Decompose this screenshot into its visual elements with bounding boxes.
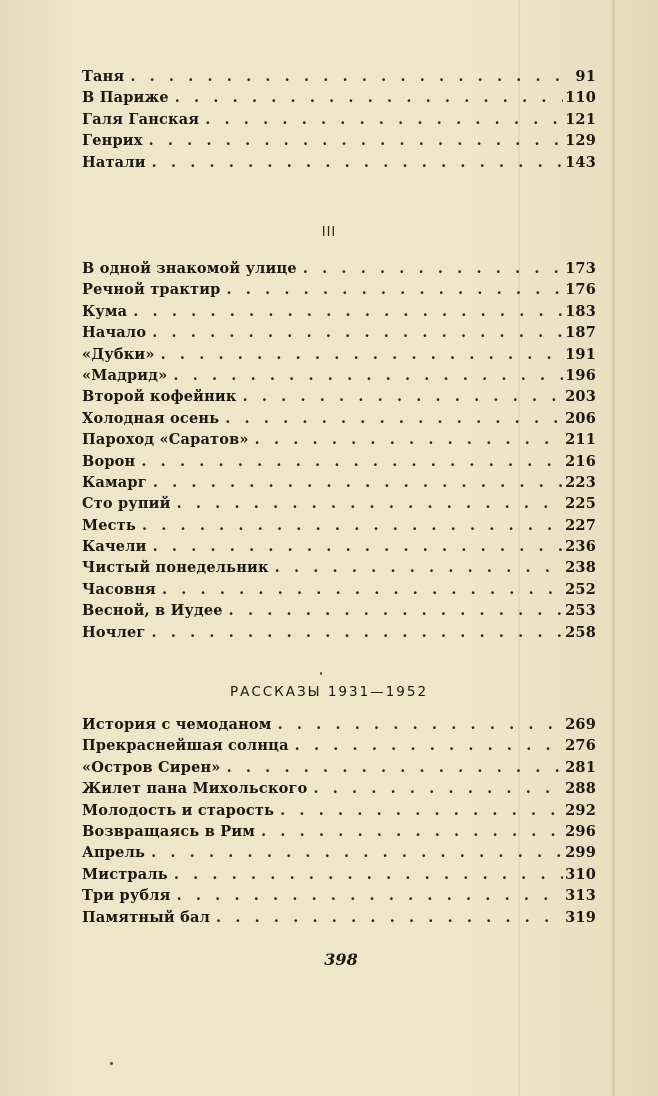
toc-entry — [82, 887, 596, 908]
dot-leader — [142, 517, 563, 534]
toc-entry — [82, 737, 596, 758]
entry-title: Пароход «Саратов» — [82, 431, 249, 449]
toc-entry — [82, 624, 596, 645]
dot-leader — [151, 844, 563, 861]
dot-leader — [255, 431, 563, 448]
dot-leader — [162, 581, 563, 598]
entry-page-number: 319 — [565, 908, 596, 926]
entry-page-number: 276 — [565, 737, 596, 755]
toc-entry — [82, 559, 596, 580]
entry-page-number: 238 — [565, 559, 596, 577]
toc-entry — [82, 823, 596, 844]
toc-entry — [82, 780, 596, 801]
entry-title: Мистраль — [82, 865, 168, 883]
entry-page-number: 253 — [565, 602, 596, 620]
ink-speck — [110, 1062, 113, 1065]
entry-title: Камарг — [82, 473, 147, 491]
toc-entry — [82, 716, 596, 737]
entry-page-number: 236 — [565, 538, 596, 556]
entry-title: Галя Ганская — [82, 110, 200, 128]
entry-page-number: 258 — [565, 623, 596, 641]
entry-page-number: 211 — [565, 431, 596, 449]
dot-leader — [152, 154, 563, 171]
dot-leader — [149, 132, 564, 149]
entry-page-number: 227 — [565, 516, 596, 534]
dot-leader — [227, 759, 564, 776]
toc-entry — [82, 602, 596, 623]
entry-page-number: 292 — [565, 801, 596, 819]
entry-title: Кума — [82, 302, 128, 320]
toc-entry — [82, 453, 596, 474]
toc-entry — [82, 431, 596, 452]
toc-entry — [82, 802, 596, 823]
dot-leader — [152, 324, 563, 341]
dot-leader — [133, 303, 563, 320]
toc-entry — [82, 517, 596, 538]
dot-leader — [227, 281, 564, 298]
entry-page-number: 269 — [565, 716, 596, 733]
entry-page-number: 187 — [565, 324, 596, 342]
dot-leader — [205, 111, 563, 128]
entry-title: Речной трактир — [82, 281, 221, 299]
entry-page-number: 110 — [565, 89, 596, 107]
entry-title: «Дубки» — [82, 345, 155, 363]
dot-leader — [280, 802, 563, 819]
entry-title: Генрих — [82, 132, 143, 150]
dot-leader — [177, 495, 564, 512]
entry-title: Прекраснейшая солнца — [82, 737, 289, 755]
dot-leader — [303, 260, 563, 277]
entry-title: Молодость и старость — [82, 801, 275, 819]
dot-leader — [295, 737, 563, 754]
entry-title: Сто рупий — [82, 495, 171, 513]
dot-leader — [152, 624, 564, 641]
toc-entry — [82, 388, 596, 409]
toc-entry — [82, 260, 596, 281]
entry-title: Холодная осень — [82, 409, 220, 427]
page-fold — [612, 0, 615, 1096]
entry-title: Начало — [82, 324, 147, 342]
dot-leader — [130, 68, 573, 85]
dot-leader — [175, 89, 563, 106]
dot-leader — [225, 410, 563, 427]
toc-entry — [82, 759, 596, 780]
toc-entry — [82, 367, 596, 388]
entry-title: «Остров Сирен» — [82, 758, 221, 776]
entry-title: Таня — [82, 68, 125, 85]
entry-page-number: 176 — [565, 281, 596, 299]
dot-leader — [313, 780, 563, 797]
entry-page-number: 223 — [565, 473, 596, 491]
toc-entry — [82, 909, 596, 930]
toc-entry — [82, 132, 596, 153]
entry-title: Второй кофейник — [82, 388, 237, 406]
entry-title: Качели — [82, 538, 147, 556]
dot-leader — [161, 346, 564, 363]
toc-entry — [82, 866, 596, 887]
entry-page-number: 143 — [565, 153, 596, 171]
entry-title: В Париже — [82, 89, 169, 107]
entry-title: Ворон — [82, 452, 136, 470]
entry-title: В одной знакомой улице — [82, 260, 297, 277]
entry-title: Месть — [82, 516, 136, 534]
entry-title: Три рубля — [82, 887, 171, 905]
toc-list — [82, 68, 596, 175]
entry-title: «Мадрид» — [82, 366, 168, 384]
entry-page-number: 252 — [565, 580, 596, 598]
toc-list — [82, 716, 596, 930]
entry-page-number: 225 — [565, 495, 596, 513]
dot-leader — [243, 388, 564, 405]
entry-title: Чистый понедельник — [82, 559, 269, 577]
entry-title: Часовня — [82, 580, 156, 598]
entry-page-number: 129 — [565, 132, 596, 150]
toc-list — [82, 260, 596, 645]
dot-leader — [278, 716, 564, 733]
entry-page-number: 196 — [565, 366, 596, 384]
dot-leader — [173, 367, 563, 384]
toc-entry — [82, 538, 596, 559]
entry-page-number: 216 — [565, 452, 596, 470]
toc-entry — [82, 303, 596, 324]
ink-speck — [320, 672, 322, 675]
toc-entry — [82, 111, 596, 132]
entry-page-number: 203 — [565, 388, 596, 406]
entry-page-number: 296 — [565, 822, 596, 840]
dot-leader — [275, 559, 563, 576]
entry-title: Ночлег — [82, 623, 146, 641]
dot-leader — [141, 453, 563, 470]
entry-page-number: 313 — [565, 887, 596, 905]
section-heading: РАССКАЗЫ 1931—1952 — [229, 684, 429, 700]
dot-leader — [153, 474, 563, 491]
toc-entry — [82, 154, 596, 175]
toc-entry — [82, 324, 596, 345]
section-heading-roman: III — [321, 225, 337, 240]
entry-page-number: 91 — [575, 68, 596, 85]
dot-leader — [153, 538, 564, 555]
entry-title: Жилет пана Михольского — [82, 780, 308, 798]
entry-page-number: 281 — [565, 758, 596, 776]
entry-page-number: 310 — [565, 865, 596, 883]
entry-page-number: 206 — [565, 409, 596, 427]
toc-entry — [82, 410, 596, 431]
toc-entry — [82, 495, 596, 516]
toc-entry — [82, 346, 596, 367]
entry-title: Апрель — [82, 844, 146, 862]
page-number: 398 — [324, 950, 358, 969]
toc-entry — [82, 474, 596, 495]
entry-page-number: 173 — [565, 260, 596, 277]
dot-leader — [229, 602, 563, 619]
dot-leader — [216, 909, 563, 926]
toc-entry — [82, 844, 596, 865]
toc-entry — [82, 68, 596, 89]
entry-title: Возвращаясь в Рим — [82, 822, 256, 840]
entry-title: Весной, в Иудее — [82, 602, 223, 620]
toc-entry — [82, 581, 596, 602]
dot-leader — [261, 823, 563, 840]
entry-title: Натали — [82, 153, 146, 171]
entry-title: Памятный бал — [82, 908, 211, 926]
entry-page-number: 183 — [565, 302, 596, 320]
entry-title: История с чемоданом — [82, 716, 272, 733]
entry-page-number: 299 — [565, 844, 596, 862]
toc-entry — [82, 281, 596, 302]
entry-page-number: 121 — [565, 110, 596, 128]
toc-entry — [82, 89, 596, 110]
entry-page-number: 288 — [565, 780, 596, 798]
entry-page-number: 191 — [565, 345, 596, 363]
dot-leader — [177, 887, 564, 904]
dot-leader — [174, 866, 563, 883]
